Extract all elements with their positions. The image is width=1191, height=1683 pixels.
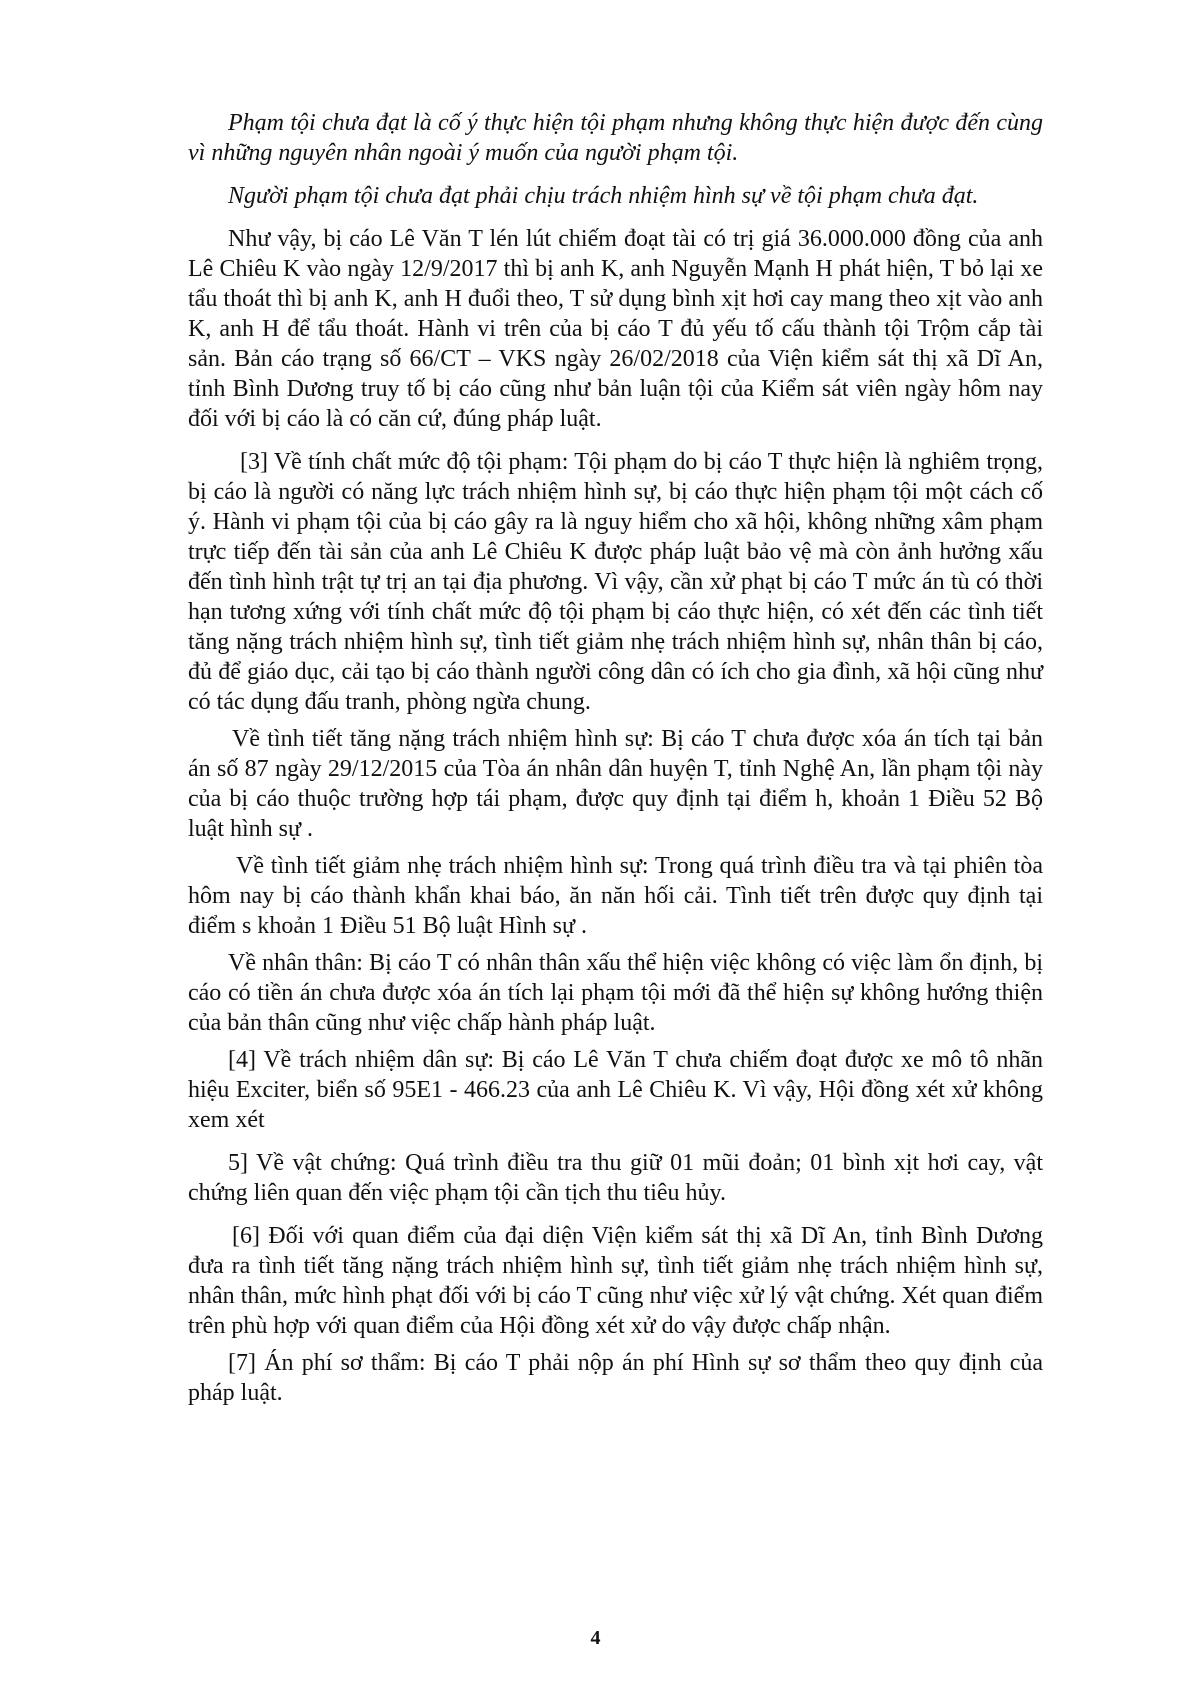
paragraph-conclusion-theft: Như vậy, bị cáo Lê Văn T lén lút chiếm đoạt tài có trị giá 36.000.000 đồng của anh Lê Chiêu K vào ngày 12/9/2017 thì bị anh K, anh Nguyễn Mạnh H phát hiện, T bỏ lại xe tẩu thoát thì bị anh K, anh H đuổi theo, T sử dụng bình xịt hơi cay mang theo xịt vào anh K, anh H để tẩu thoát. Hành vi trên của bị cáo T đủ yếu tố cấu thành tội Trộm cắp tài sản. Bản cáo trạng số 66/CT – VKS ngày 26/02/2018 của Viện kiểm sát thị xã Dĩ An, tỉnh Bình Dương truy tố bị cáo cũng như bản luận tội của Kiểm sát viên ngày hôm nay đối với bị cáo là có căn cứ, đúng pháp luật. <box>188 226 1043 432</box>
paragraph-evidence: 5] Về vật chứng: Quá trình điều tra thu giữ 01 mũi đoản; 01 bình xịt hơi cay, vật chứng liên quan đến việc phạm tội cần tịch thu tiêu hủy. <box>188 1150 1043 1206</box>
paragraph-attempted-crime-liability: Người phạm tội chưa đạt phải chịu trách nhiệm hình sự về tội phạm chưa đạt. <box>228 183 979 209</box>
paragraph-court-fees: [7] Án phí sơ thẩm: Bị cáo T phải nộp án phí Hình sự sơ thẩm theo quy định của pháp luật. <box>188 1350 1043 1406</box>
paragraph-crime-severity: [3] Về tính chất mức độ tội phạm: Tội phạm do bị cáo T thực hiện là nghiêm trọng, bị cáo là người có năng lực trách nhiệm hình sự, bị cáo thực hiện phạm tội một cách cố ý. Hành vi phạm tội của bị cáo gây ra là nguy hiểm cho xã hội, không những xâm phạm trực tiếp đến tài sản của anh Lê Chiêu K được pháp luật bảo vệ mà còn ảnh hưởng xấu đến tình hình trật tự trị an tại địa phương. Vì vậy, cần xử phạt bị cáo T mức án tù có thời hạn tương xứng với tính chất mức độ tội phạm bị cáo thực hiện, có xét đến các tình tiết tăng nặng trách nhiệm hình sự, tình tiết giảm nhẹ trách nhiệm hình sự, nhân thân bị cáo, đủ để giáo dục, cải tạo bị cáo thành người công dân có ích cho gia đình, xã hội cũng như có tác dụng đấu tranh, phòng ngừa chung. <box>188 449 1043 715</box>
document-body <box>188 108 1043 1415</box>
page-number: 4 <box>590 1627 601 1649</box>
paragraph-civil-liability: [4] Về trách nhiệm dân sự: Bị cáo Lê Văn T chưa chiếm đoạt được xe mô tô nhãn hiệu Exciter, biển số 95E1 - 466.23 của anh Lê Chiêu K. Vì vậy, Hội đồng xét xử không xem xét <box>188 1047 1043 1133</box>
paragraph-mitigating-circumstances: Về tình tiết giảm nhẹ trách nhiệm hình sự: Trong quá trình điều tra và tại phiên tòa hôm nay bị cáo thành khẩn khai báo, ăn năn hối cải. Tình tiết trên được quy định tại điểm s khoản 1 Điều 51 Bộ luật Hình sự . <box>188 853 1043 939</box>
paragraph-aggravating-circumstances: Về tình tiết tăng nặng trách nhiệm hình sự: Bị cáo T chưa được xóa án tích tại bản án số 87 ngày 29/12/2015 của Tòa án nhân dân huyện T, tỉnh Nghệ An, lần phạm tội này của bị cáo thuộc trường hợp tái phạm, được quy định tại điểm h, khoản 1 Điều 52 Bộ luật hình sự . <box>188 726 1043 842</box>
paragraph-prosecutor-opinion: [6] Đối với quan điểm của đại diện Viện kiểm sát thị xã Dĩ An, tỉnh Bình Dương đưa ra tình tiết tăng nặng trách nhiệm hình sự, tình tiết giảm nhẹ trách nhiệm hình sự, nhân thân, mức hình phạt đối với bị cáo T cũng như việc xử lý vật chứng. Xét quan điểm trên phù hợp với quan điểm của Hội đồng xét xử do vậy được chấp nhận. <box>188 1223 1043 1339</box>
paragraph-attempted-crime-definition: Phạm tội chưa đạt là cố ý thực hiện tội phạm nhưng không thực hiện được đến cùng vì những nguyên nhân ngoài ý muốn của người phạm tội. <box>188 110 1043 166</box>
paragraph-personal-background: Về nhân thân: Bị cáo T có nhân thân xấu thể hiện việc không có việc làm ổn định, bị cáo có tiền án chưa được xóa án tích lại phạm tội mới đã thể hiện sự không hướng thiện của bản thân cũng như việc chấp hành pháp luật. <box>188 950 1043 1036</box>
